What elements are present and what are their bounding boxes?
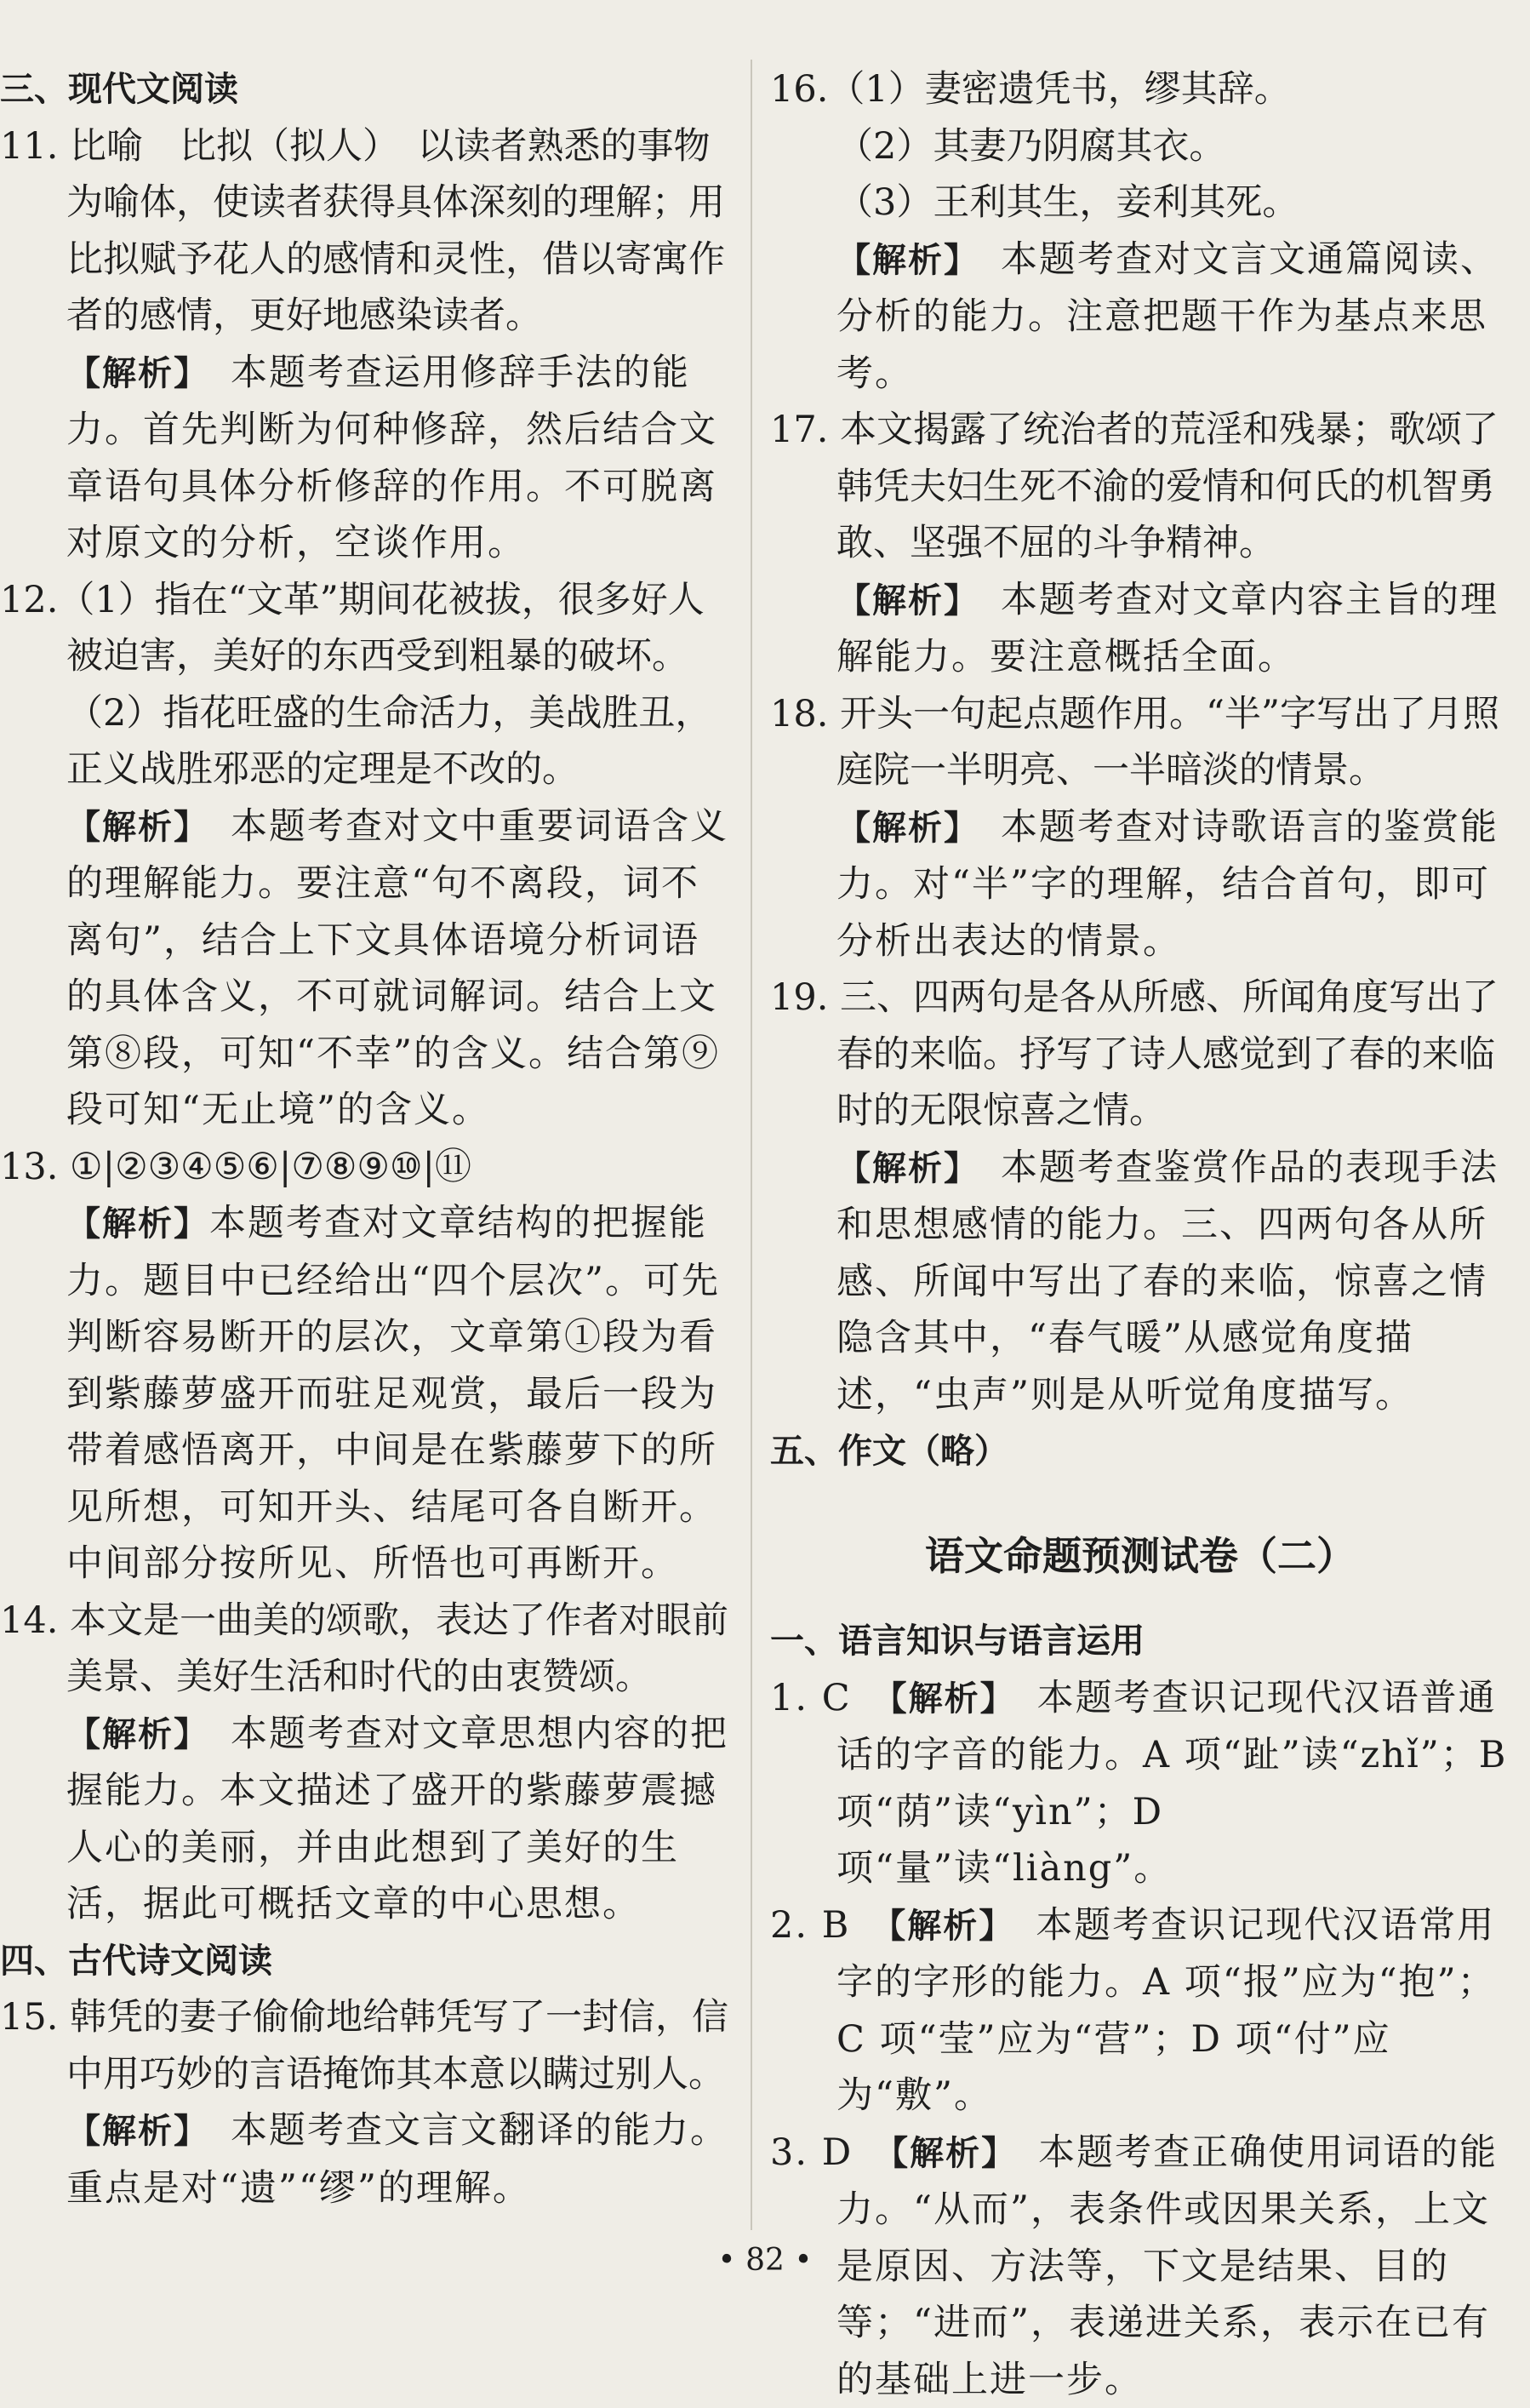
analysis-tag: 【解析】 <box>66 354 192 393</box>
answer-13-text: 13. ①|②③④⑤⑥|⑦⑧⑨⑩|⑪ <box>66 1139 734 1196</box>
section-heading-language-knowledge: 一、语言知识与语言运用 <box>770 1613 1510 1670</box>
answer-16-explanation: 【解析】 本题考查对文言文通篇阅读、分析的能力。注意把题干作为基点来思考。 <box>770 232 1510 403</box>
section-heading-classical-reading: 四、古代诗文阅读 <box>0 1933 734 1990</box>
analysis-tag: 【解析】 <box>890 1679 999 1719</box>
analysis-tag: 【解析】 <box>836 581 962 621</box>
answer-19-text: 19. 三、四两句是各从所感、所闻角度写出了春的来临。抒写了诗人感觉到了春的来临时的无限惊喜之情。 <box>836 969 1510 1140</box>
answer-17-text: 17. 本文揭露了统治者的荒淫和残暴；歌颂了韩凭夫妇生死不渝的爱情和何氏的机智勇敢、坚强不屈的斗争精神。 <box>836 402 1510 572</box>
section-heading-composition: 五、作文（略） <box>770 1423 1510 1480</box>
answer-16-text-2: （2）其妻乃阴腐其衣。 <box>770 118 1510 175</box>
answer-13-explanation: 【解析】本题考查对文章结构的把握能力。题目中已经给出“四个层次”。可先判断容易断开的层次，文章第①段为看到紫藤萝盛开而驻足观赏，最后一段为带着感悟离开，中间是在紫藤萝下的所见所想，可知开头、结尾可各自断开。中间部分按所见、所悟也可再断开。 <box>0 1195 734 1593</box>
answer-15-explanation: 【解析】 本题考查文言文翻译的能力。重点是对“遗”“缪”的理解。 <box>0 2102 734 2216</box>
answer-12-text-2: （2）指花旺盛的生命活力，美战胜丑，正义战胜邪恶的定理是不改的。 <box>0 685 734 798</box>
analysis-tag: 【解析】 <box>66 1715 192 1754</box>
page-number: • 82 • <box>0 2243 1530 2278</box>
answer-17 <box>770 402 1510 572</box>
analysis-tag: 【解析】 <box>836 809 962 848</box>
column-divider <box>751 60 752 2230</box>
answer-11-explanation: 【解析】 本题考查运用修辞手法的能力。首先判断为何种修辞，然后结合文章语句具体分析修辞的作用。不可脱离对原文的分析，空谈作用。 <box>0 345 734 572</box>
analysis-tag: 【解析】 <box>836 241 962 280</box>
analysis-tag: 【解析】 <box>66 2112 192 2151</box>
answer-15-text: 15. 韩凭的妻子偷偷地给韩凭写了一封信，信中用巧妙的言语掩饰其本意以瞒过别人。 <box>66 1989 734 2102</box>
answer-17-explanation: 【解析】 本题考查对文章内容主旨的理解能力。要注意概括全面。 <box>770 572 1510 686</box>
answer-19 <box>770 969 1510 1140</box>
answer-19-explanation: 【解析】 本题考查鉴赏作品的表现手法和思想感情的能力。三、四两句各从所感、所闻中写出了春的来临，惊喜之情隐含其中，“春气暖”从感觉角度描述，“虫声”则是从听觉角度描写。 <box>770 1140 1510 1424</box>
analysis-tag: 【解析】 <box>66 808 192 847</box>
answer-12-explanation: 【解析】 本题考查对文中重要词语含义的理解能力。要注意“句不离段，词不离句”，结合上下文具体语境分析词语的具体含义，不可就词解词。结合上文第⑧段，可知“不幸”的含义。结合第⑨段可知“无止境”的含义。 <box>0 798 734 1139</box>
answer-16-text-3: （3）王利其生，妾利其死。 <box>770 174 1510 232</box>
answer-13 <box>0 1139 734 1196</box>
section-heading-modern-reading: 三、现代文阅读 <box>0 61 734 118</box>
answer-2: 2. B 【解析】 本题考查识记现代汉语常用字的字形的能力。A 项“报”应为“抱”；C 项“莹”应为“营”；D 项“付”应为“敷”。 <box>770 1897 1510 2125</box>
answer-16-text-1: 16.（1）妻密遗凭书，缪其辞。 <box>836 61 1510 118</box>
answer-18 <box>770 686 1510 799</box>
right-column <box>770 61 1510 2408</box>
analysis-tag: 【解析】 <box>66 1204 209 1244</box>
answer-11 <box>0 118 734 345</box>
answer-16 <box>770 61 1510 118</box>
analysis-tag: 【解析】 <box>836 1149 962 1188</box>
answer-18-text: 18. 开头一句起点题作用。“半”字写出了月照庭院一半明亮、一半暗淡的情景。 <box>836 686 1510 799</box>
answer-11-text: 11. 比喻 比拟（拟人） 以读者熟悉的事物为喻体，使读者获得具体深刻的理解；用比拟赋予花人的感情和灵性，借以寄寓作者的感情，更好地感染读者。 <box>66 118 734 345</box>
left-column <box>0 61 734 2216</box>
answer-18-explanation: 【解析】 本题考查对诗歌语言的鉴赏能力。对“半”字的理解，结合首句，即可分析出表达的情景。 <box>770 799 1510 970</box>
answer-14-explanation: 【解析】 本题考查对文章思想内容的把握能力。本文描述了盛开的紫藤萝震撼人心的美丽，并由此想到了美好的生活，据此可概括文章的中心思想。 <box>0 1706 734 1933</box>
answer-14 <box>0 1593 734 1706</box>
answer-12-text-1: 12.（1）指在“文革”期间花被拔，很多好人被迫害，美好的东西受到粗暴的破坏。 <box>66 572 734 685</box>
answer-1: 1. C 【解析】 本题考查识记现代汉语普通话的字音的能力。A 项“趾”读“zhǐ”；B 项“荫”读“yìn”；D 项“量”读“liàng”。 <box>770 1670 1510 1897</box>
answer-15 <box>0 1989 734 2102</box>
test-paper-title: 语文命题预测试卷（二） <box>770 1528 1510 1585</box>
answer-14-text: 14. 本文是一曲美的颂歌，表达了作者对眼前美景、美好生活和时代的由衷赞颂。 <box>66 1593 734 1706</box>
analysis-tag: 【解析】 <box>891 2134 1000 2173</box>
answer-3: 3. D 【解析】 本题考查正确使用词语的能力。“从而”，表条件或因果关系，上文是原因、方法等，下文是结果、目的等；“进而”，表递进关系，表示在已有的基础上进一步。 <box>770 2125 1510 2408</box>
analysis-tag: 【解析】 <box>888 1907 997 1946</box>
answer-12 <box>0 572 734 685</box>
